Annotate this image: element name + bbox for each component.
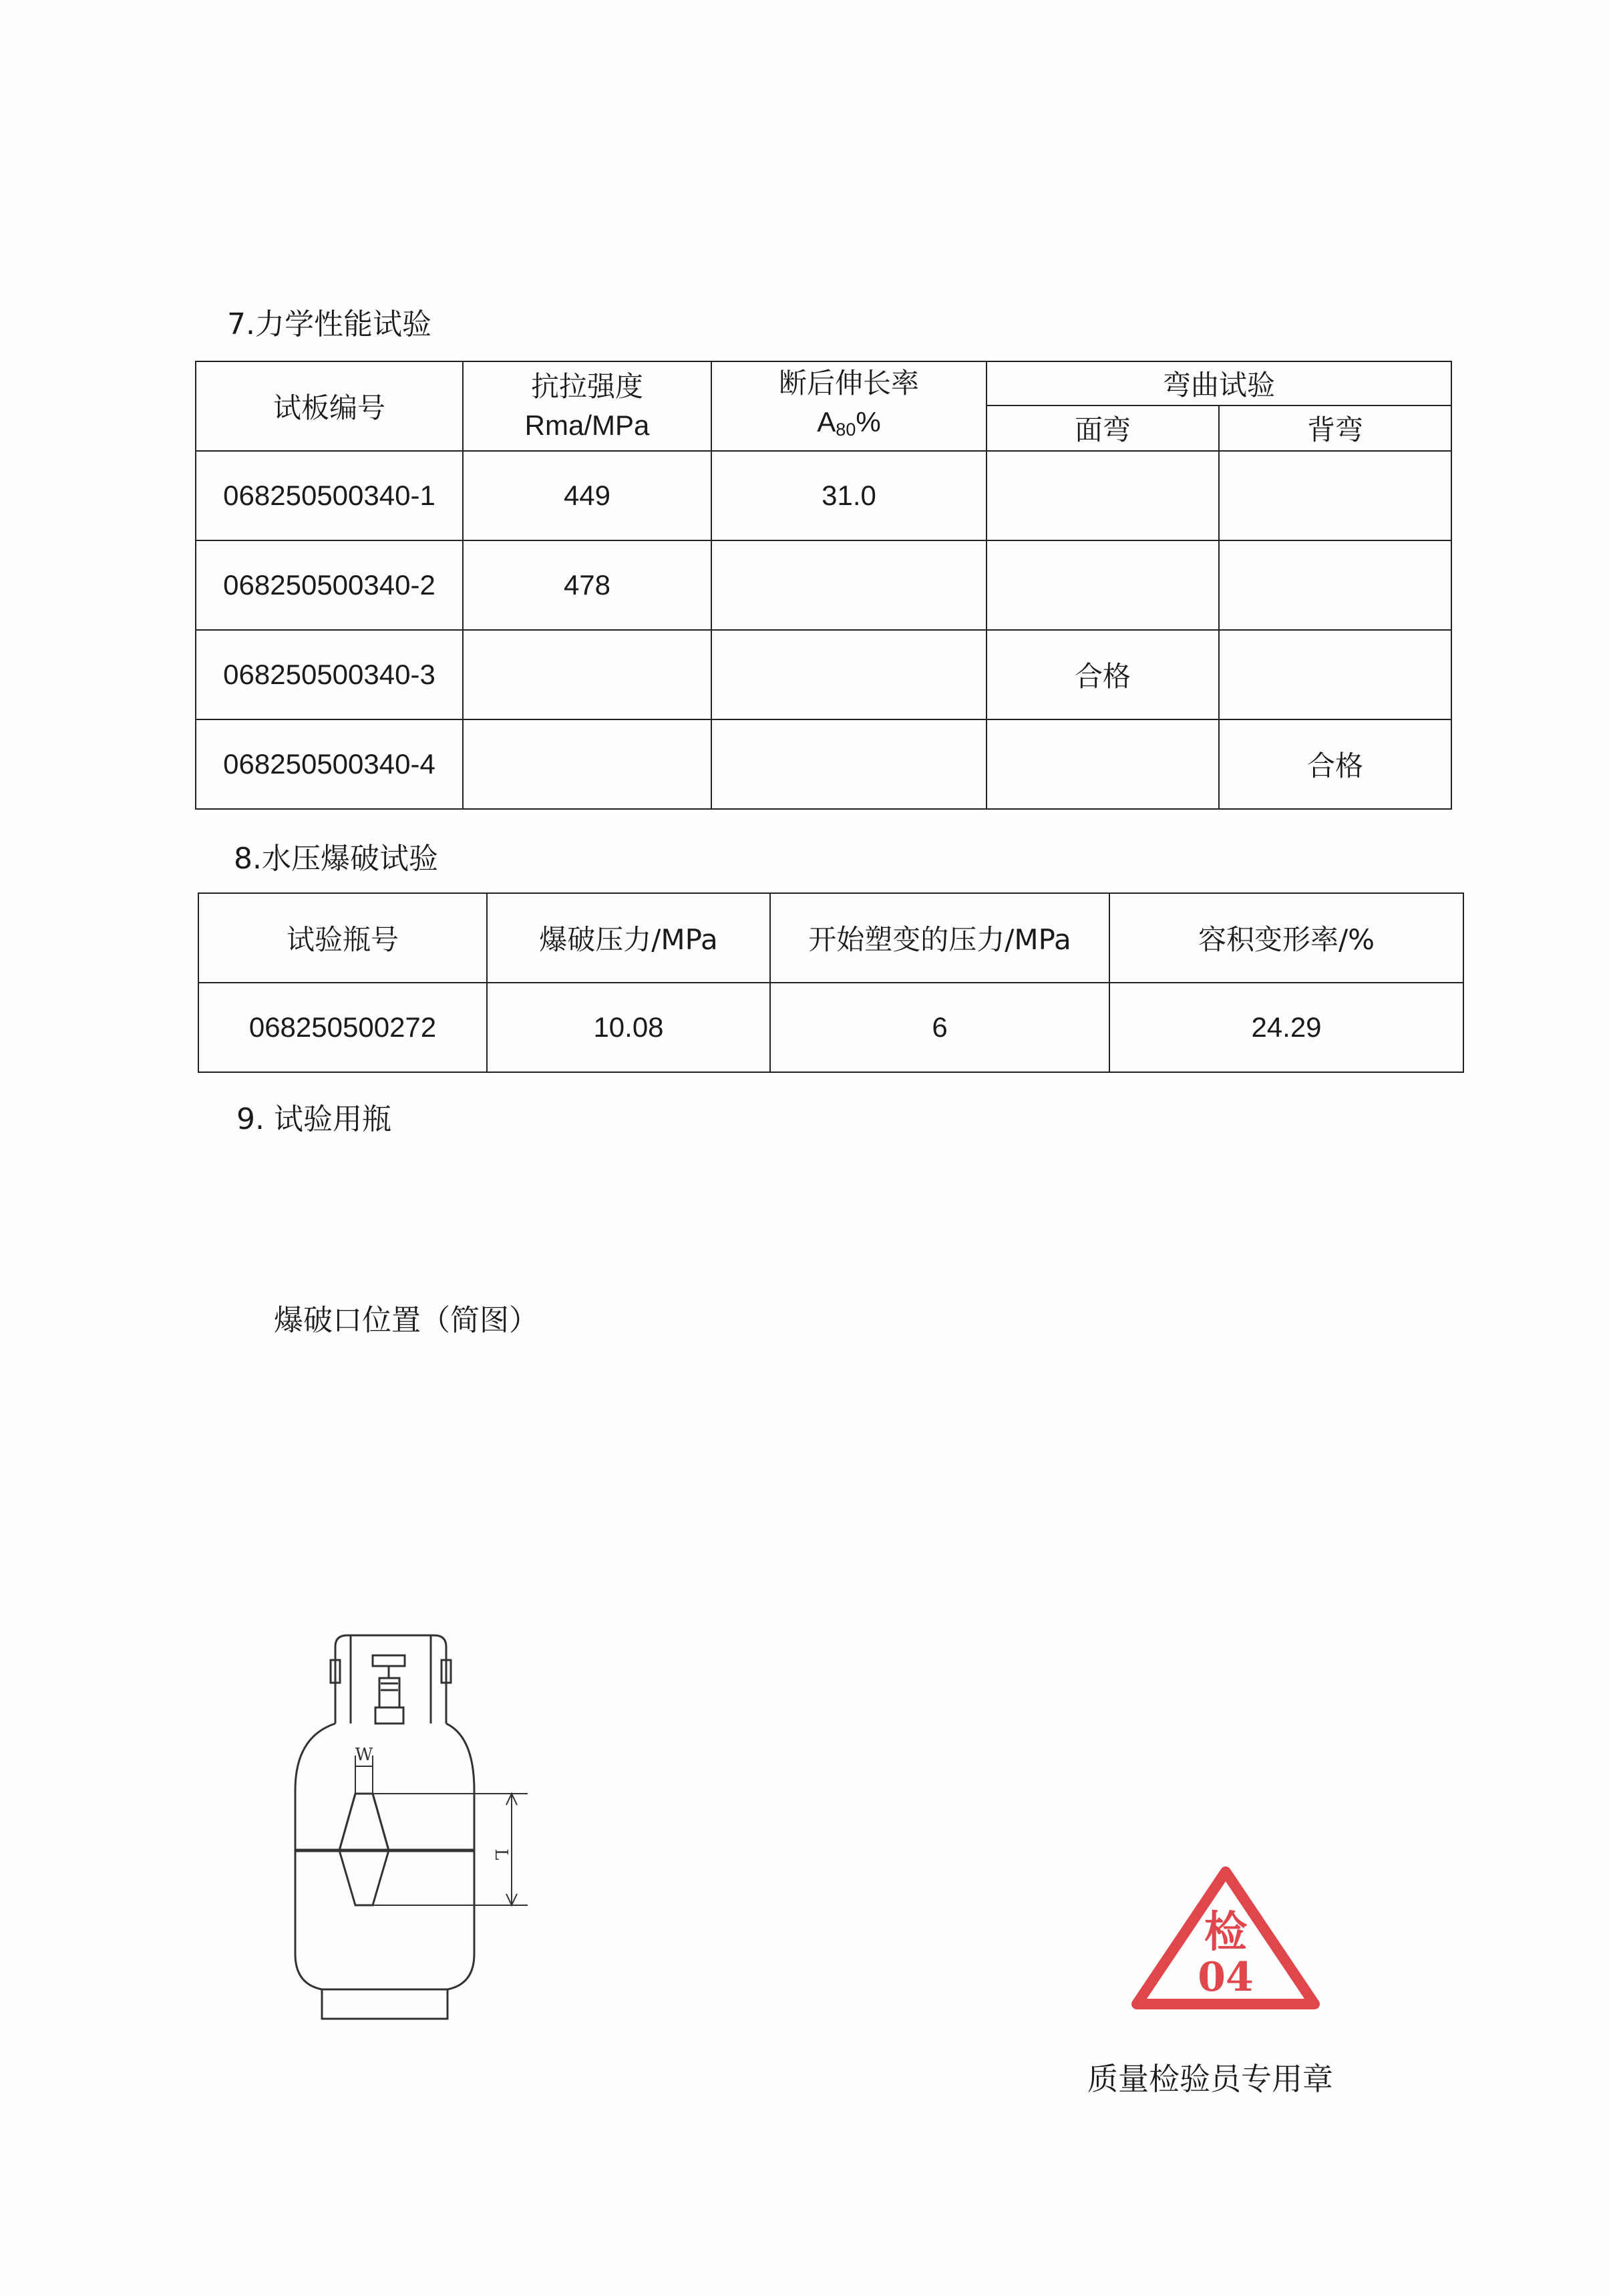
face-bend-cell [987,451,1219,540]
header-tensile-unit: Rma/MPa [524,409,650,441]
sketch-caption: 爆破口位置（简图） [274,1303,538,1337]
back-bend-cell: 合格 [1219,719,1451,809]
elong-subscript: 80 [836,419,856,440]
plate-id-cell: 068250500340-2 [196,540,463,630]
header-elongation-label: 断后伸长率 [778,366,919,399]
dimension-l-label: L [491,1848,511,1860]
table-row [196,719,1451,809]
header-bottle-no: 试验瓶号 [198,893,487,983]
table-row [196,540,1451,630]
stamp-label: 质量检验员专用章 [1087,2061,1333,2097]
elongation-cell: 31.0 [711,451,987,540]
plate-id-cell: 068250500340-4 [196,719,463,809]
yield-pressure-cell: 6 [770,983,1109,1072]
back-bend-cell [1219,451,1451,540]
elongation-cell [711,630,987,719]
header-back-bend: 背弯 [1219,405,1451,451]
section-8-title: 8.水压爆破试验 [234,842,438,876]
back-bend-cell [1219,540,1451,630]
table-header-row [196,361,1451,405]
burst-test-table [198,892,1464,1073]
stamp-character: 检 [1204,1907,1247,1957]
face-bend-cell [987,540,1219,630]
section-7-title: 7.力学性能试验 [227,307,431,341]
header-elongation [711,361,987,451]
header-bend-test: 弯曲试验 [987,361,1451,405]
header-tensile-label: 抗拉强度 [530,370,643,403]
burst-pressure-cell: 10.08 [487,983,770,1072]
dimension-w-label: W [355,1745,373,1765]
plate-id-cell: 068250500340-1 [196,451,463,540]
header-tensile [463,361,711,451]
elong-percent: % [856,405,881,438]
tensile-cell [463,719,711,809]
tensile-cell [463,630,711,719]
gas-bottle-sketch [281,1623,548,2024]
stamp-number: 04 [1198,1954,1254,2001]
face-bend-cell: 合格 [987,630,1219,719]
tensile-cell: 449 [463,451,711,540]
plate-id-cell: 068250500340-3 [196,630,463,719]
inspector-stamp [1129,1864,1322,2017]
elongation-cell [711,719,987,809]
header-elongation-unit [712,403,986,449]
header-yield-pressure: 开始塑变的压力/MPa [770,893,1109,983]
section-9-title: 9. 试验用瓶 [236,1102,391,1136]
header-plate-no: 试板编号 [196,361,463,451]
table-header-row [198,893,1463,983]
header-face-bend: 面弯 [987,405,1219,451]
back-bend-cell [1219,630,1451,719]
mechanical-test-table [195,361,1452,810]
header-volume-rate: 容积变形率/% [1109,893,1463,983]
volume-rate-cell: 24.29 [1109,983,1463,1072]
face-bend-cell [987,719,1219,809]
table-row [196,630,1451,719]
elongation-cell [711,540,987,630]
elong-base: A [817,405,836,438]
table-row [196,451,1451,540]
bottle-no-cell: 068250500272 [198,983,487,1072]
tensile-cell: 478 [463,540,711,630]
table-row [198,983,1463,1072]
header-burst-pressure: 爆破压力/MPa [487,893,770,983]
